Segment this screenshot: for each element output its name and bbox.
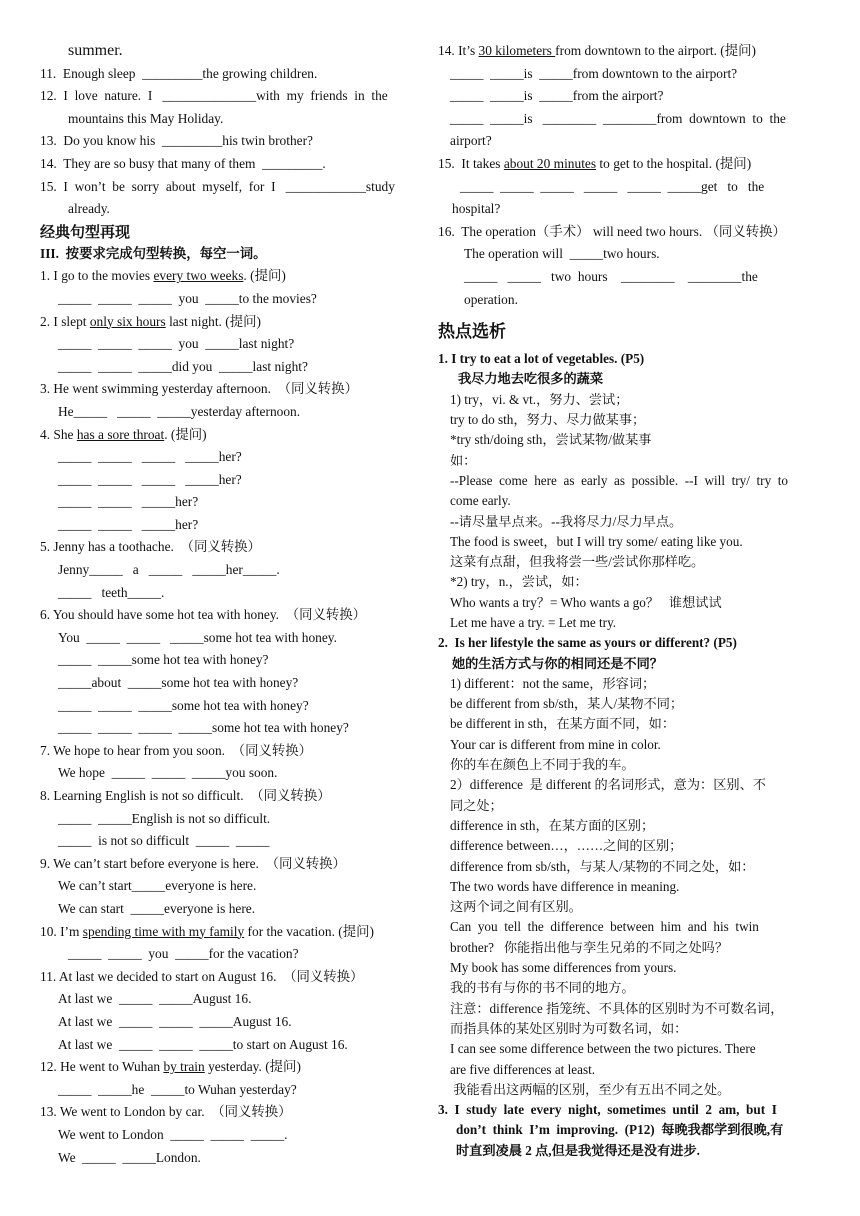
line-text: 4. She <box>40 426 77 442</box>
text-line <box>40 672 424 695</box>
line-text: _____ _____ _____some hot tea with honey? <box>58 697 309 713</box>
text-line <box>438 1060 820 1080</box>
line-text: I can see some difference between the two pictures. There <box>450 1041 756 1057</box>
line-text-after: for the vacation. (提问) <box>244 923 374 939</box>
line-text: The food is sweet，but I will try some/ eating like you. <box>450 533 743 549</box>
text-line <box>438 198 820 221</box>
line-text: 15. It takes <box>438 155 504 171</box>
text-line <box>438 153 820 176</box>
text-line <box>40 469 424 492</box>
line-text: 12. I love nature. I ______________with my friends in the <box>40 88 388 104</box>
text-line <box>438 221 820 244</box>
text-line <box>40 265 424 288</box>
line-text: _____ _____ _____did you _____last night? <box>58 358 308 374</box>
text-line <box>40 63 424 86</box>
text-line <box>40 311 424 334</box>
text-line <box>438 369 820 389</box>
line-text: 3. I study late every night, sometimes until 2 am, but I <box>438 1102 777 1118</box>
text-line <box>438 1100 820 1120</box>
line-text: 经典句型再现 <box>40 222 131 241</box>
underlined-phrase: about 20 minutes <box>503 155 597 171</box>
text-line <box>438 877 820 897</box>
text-line <box>40 176 424 199</box>
text-line <box>40 536 424 559</box>
text-line <box>40 943 424 966</box>
text-line <box>438 266 820 289</box>
line-text: *try sth/doing sth，尝试某物/做某事 <box>450 432 652 448</box>
line-text: _____ _____ _____her? <box>58 516 199 532</box>
text-line <box>438 40 820 63</box>
text-line <box>438 63 820 86</box>
line-text: The operation will _____two hours. <box>464 246 660 262</box>
text-line <box>438 735 820 755</box>
text-line <box>438 613 820 633</box>
text-line <box>40 762 424 785</box>
text-line <box>40 446 424 469</box>
line-text: _____ _____ you _____for the vacation? <box>68 946 299 962</box>
text-line <box>40 988 424 1011</box>
line-text: operation. <box>464 291 518 307</box>
text-line <box>40 108 424 131</box>
text-line <box>438 491 820 511</box>
text-line <box>40 85 424 108</box>
line-text: 11. At last we decided to start on August 16. （同义转换） <box>40 968 364 984</box>
line-text: _____ _____ two hours ________ ________the <box>464 268 758 284</box>
line-text: 时直到凌晨 2 点,但是我觉得还是没有进步. <box>456 1142 700 1158</box>
underlined-phrase: only six hours <box>89 313 166 329</box>
text-line <box>40 875 424 898</box>
text-line <box>40 898 424 921</box>
line-text: hospital? <box>452 201 501 217</box>
text-line <box>40 514 424 537</box>
underlined-phrase: every two weeks <box>153 268 244 284</box>
line-text: 14. They are so busy that many of them _________. <box>40 155 326 171</box>
line-text: 我尽力地去吃很多的蔬菜 <box>458 371 604 387</box>
line-text: 6. You should have some hot tea with honey. （同义转换） <box>40 607 367 623</box>
text-line <box>40 243 424 266</box>
line-text: 12. He went to Wuhan <box>40 1059 164 1075</box>
line-text: 1) try，vi. & vt.，努力、尝试； <box>450 391 629 407</box>
text-line <box>438 1019 820 1039</box>
line-text: 同之处； <box>450 797 503 813</box>
line-text: Can you tell the difference between him and his twin <box>450 919 759 935</box>
text-line <box>40 695 424 718</box>
text-line <box>438 430 820 450</box>
text-line <box>438 572 820 592</box>
line-text: 注意：difference 指笼统、不具体的区别时为不可数名词， <box>450 1000 784 1016</box>
text-line <box>40 333 424 356</box>
section-heading-hot-topics: 热点选析 <box>438 322 506 343</box>
text-line <box>438 532 820 552</box>
text-line <box>40 1056 424 1079</box>
line-text: 13. We went to London by car. （同义转换） <box>40 1104 292 1120</box>
line-text: difference from sb/sth，与某人/某物的不同之处，如： <box>450 858 755 874</box>
line-text: 2）difference 是 different 的名词形式，意为：区别、不 <box>450 777 766 793</box>
line-text: 这两个词之间有区别。 <box>450 899 582 915</box>
text-line <box>40 830 424 853</box>
line-text: 9. We can’t start before everyone is here. （同义转换） <box>40 855 346 871</box>
line-text: 1. I go to the movies <box>40 268 154 284</box>
text-line <box>438 176 820 199</box>
line-text: 2. Is her lifestyle the same as yours or different? (P5) <box>438 635 737 651</box>
text-line <box>40 491 424 514</box>
line-text: are five differences at least. <box>450 1061 596 1077</box>
line-text: already. <box>68 201 110 217</box>
line-text: 7. We hope to hear from you soon. （同义转换） <box>40 742 313 758</box>
section-heading <box>40 221 424 243</box>
text-line <box>438 938 820 958</box>
line-text: He_____ _____ _____yesterday afternoon. <box>58 403 301 419</box>
line-text: _____ teeth_____. <box>58 584 165 600</box>
line-text: 11. Enough sleep _________the growing children. <box>40 65 318 81</box>
text-line <box>438 451 820 471</box>
text-line <box>40 198 424 221</box>
text-line <box>40 1147 424 1170</box>
line-text: Let me have a try. = Let me try. <box>450 614 617 630</box>
line-text: mountains this May Holiday. <box>68 110 224 126</box>
line-text: difference between…，……之间的区别； <box>450 838 683 854</box>
text-line <box>438 410 820 430</box>
text-line <box>40 604 424 627</box>
line-text-after: last night. (提问) <box>165 313 261 329</box>
line-text: At last we _____ _____August 16. <box>58 991 252 1007</box>
text-line <box>438 1039 820 1059</box>
line-text: _____ _____ _____ _____her? <box>58 449 242 465</box>
line-text-after: to get to the hospital. (提问) <box>596 155 752 171</box>
line-text: 她的生活方式与你的相同还是不同？ <box>452 655 663 671</box>
text-line <box>40 740 424 763</box>
text-line <box>40 356 424 379</box>
line-text: _____ _____ _____ _____her? <box>58 471 242 487</box>
text-line <box>438 999 820 1019</box>
text-line <box>438 1120 820 1140</box>
text-line <box>438 471 820 491</box>
line-text: You _____ _____ _____some hot tea with honey. <box>58 629 337 645</box>
text-line <box>40 966 424 989</box>
line-text-after: . (提问) <box>164 426 207 442</box>
line-text: _____ _____ _____ _____ _____ _____get to the <box>460 178 765 194</box>
text-line <box>438 796 820 816</box>
underlined-phrase: spending time with my family <box>82 923 245 939</box>
line-text: try to do sth，努力、尽力做某事； <box>450 412 646 428</box>
line-text: Your car is different from mine in color. <box>450 736 661 752</box>
line-text: _____about _____some hot tea with honey? <box>58 675 299 691</box>
line-text: be different in sth，在某方面不同，如： <box>450 716 676 732</box>
text-line <box>438 390 820 410</box>
line-text: _____ _____English is not so difficult. <box>58 810 271 826</box>
line-text: 1. I try to eat a lot of vegetables. (P5) <box>438 351 645 367</box>
text-line <box>40 649 424 672</box>
hot-topics-section <box>438 349 820 1161</box>
text-line <box>40 40 424 63</box>
text-line <box>438 816 820 836</box>
text-line <box>438 775 820 795</box>
text-line <box>438 593 820 613</box>
text-line <box>40 1101 424 1124</box>
text-line <box>40 288 424 311</box>
text-line <box>438 897 820 917</box>
line-text: come early. <box>450 493 511 509</box>
line-text: *2) try，n.，尝试，如： <box>450 574 588 590</box>
text-line <box>40 627 424 650</box>
line-text: be different from sb/sth，某人/某物不同； <box>450 696 684 712</box>
text-line <box>40 717 424 740</box>
text-line <box>438 512 820 532</box>
line-text: don’t think I’m improving. (P12) 每晚我都学到很晚,有 <box>456 1122 784 1138</box>
line-text: 14. It’s <box>438 43 479 58</box>
text-line <box>40 1124 424 1147</box>
text-line <box>438 674 820 694</box>
line-text: 8. Learning English is not so difficult. （同义转换） <box>40 788 331 803</box>
text-line <box>40 785 424 808</box>
text-line <box>40 424 424 447</box>
text-line <box>438 243 820 266</box>
line-text: We can’t start_____everyone is here. <box>58 878 257 894</box>
line-text: 我能看出这两幅的区别，至少有五出不同之处。 <box>450 1081 731 1097</box>
text-line <box>438 857 820 877</box>
line-text: _____ _____is _____from downtown to the airport? <box>450 65 738 81</box>
line-text: 我的书有与你的书不同的地方。 <box>450 980 635 996</box>
line-text: _____ _____is ________ ________from downtown to the <box>450 110 786 126</box>
text-line <box>438 1080 820 1100</box>
line-text: airport? <box>450 133 492 149</box>
line-text: 而指具体的某处区别时为可数名词，如： <box>450 1020 688 1036</box>
text-line <box>438 552 820 572</box>
text-line <box>40 153 424 176</box>
text-line <box>438 654 820 674</box>
text-line <box>40 808 424 831</box>
text-line <box>438 755 820 775</box>
text-line <box>40 559 424 582</box>
line-text-after: . (提问) <box>243 268 286 284</box>
line-text: 3. He went swimming yesterday afternoon. （同义转换） <box>40 381 358 397</box>
line-text: _____ _____he _____to Wuhan yesterday? <box>58 1081 297 1097</box>
line-text: _____ _____ _____ _____some hot tea with honey? <box>58 720 349 736</box>
text-line <box>438 714 820 734</box>
text-line <box>438 130 820 153</box>
line-text: 13. Do you know his _________his twin brother? <box>40 133 314 149</box>
line-text: We hope _____ _____ _____you soon. <box>58 765 278 781</box>
line-text: We went to London _____ _____ _____. <box>58 1126 288 1142</box>
line-text: My book has some differences from yours. <box>450 960 677 976</box>
line-text: _____ _____ _____ you _____last night? <box>58 336 295 352</box>
line-text: 1) different：not the same，形容词； <box>450 675 656 691</box>
left-column <box>40 40 424 1169</box>
line-text: 15. I won’t be sorry about myself, for I ____________study <box>40 178 395 194</box>
line-text: _____ is not so difficult _____ _____ <box>58 833 270 849</box>
line-text: --Please come here as early as possible. --I will try/ try to <box>450 472 789 488</box>
text-line <box>438 694 820 714</box>
text-line <box>40 921 424 944</box>
text-line <box>40 1011 424 1034</box>
exercise-continuation <box>438 40 820 311</box>
underlined-phrase: by train <box>163 1059 205 1075</box>
text-line <box>40 401 424 424</box>
text-line <box>438 1141 820 1161</box>
text-line <box>438 633 820 653</box>
text-line <box>40 853 424 876</box>
text-line <box>438 289 820 312</box>
line-text: At last we _____ _____ _____August 16. <box>58 1013 292 1029</box>
line-text: brother? 你能指出他与孪生兄弟的不同之处吗？ <box>450 939 729 955</box>
line-text: summer. <box>68 42 123 59</box>
line-text-after: yesterday. (提问) <box>204 1059 301 1075</box>
line-text: 你的车在颜色上不同于我的车。 <box>450 757 635 773</box>
text-line <box>438 85 820 108</box>
line-text: _____ _____ _____her? <box>58 494 199 510</box>
line-text: We can start _____everyone is here. <box>58 900 256 916</box>
text-line <box>40 582 424 605</box>
line-text: At last we _____ _____ _____to start on August 16. <box>58 1036 348 1052</box>
line-text: III. 按要求完成句型转换，每空一词。 <box>40 245 267 261</box>
line-text: --请尽量早点来。--我将尽力/尽力早点。 <box>450 513 683 529</box>
line-text: 5. Jenny has a toothache. （同义转换） <box>40 539 261 555</box>
line-text: _____ _____some hot tea with honey? <box>58 652 269 668</box>
line-text: 这菜有点甜，但我将尝一些/尝试你那样吃。 <box>450 554 705 570</box>
text-line <box>438 958 820 978</box>
line-text: _____ _____is _____from the airport? <box>450 88 664 104</box>
text-line <box>438 978 820 998</box>
text-line <box>40 130 424 153</box>
line-text: 2. I slept <box>40 313 90 329</box>
right-column <box>438 40 820 1161</box>
line-text-after: from downtown to the airport. (提问) <box>555 43 756 58</box>
text-line <box>438 108 820 131</box>
line-text: 10. I’m <box>40 923 83 939</box>
text-line <box>40 378 424 401</box>
text-line <box>40 1034 424 1057</box>
line-text: _____ _____ _____ you _____to the movies? <box>58 290 317 306</box>
line-text: The two words have difference in meaning. <box>450 878 680 894</box>
line-text: 如： <box>450 452 477 468</box>
text-line <box>438 836 820 856</box>
line-text: 16. The operation（手术） will need two hours. （同义转换） <box>438 223 786 239</box>
underlined-phrase: 30 kilometers <box>478 43 556 58</box>
line-text: Jenny_____ a _____ _____her_____. <box>58 562 280 578</box>
underlined-phrase: has a sore throat <box>76 426 165 442</box>
line-text: We _____ _____London. <box>58 1149 201 1165</box>
line-text: difference in sth，在某方面的区别； <box>450 817 655 833</box>
text-line <box>438 349 820 369</box>
text-line <box>438 917 820 937</box>
line-text: Who wants a try？= Who wants a go？ 谁想试试 <box>450 594 722 610</box>
text-line <box>40 1079 424 1102</box>
